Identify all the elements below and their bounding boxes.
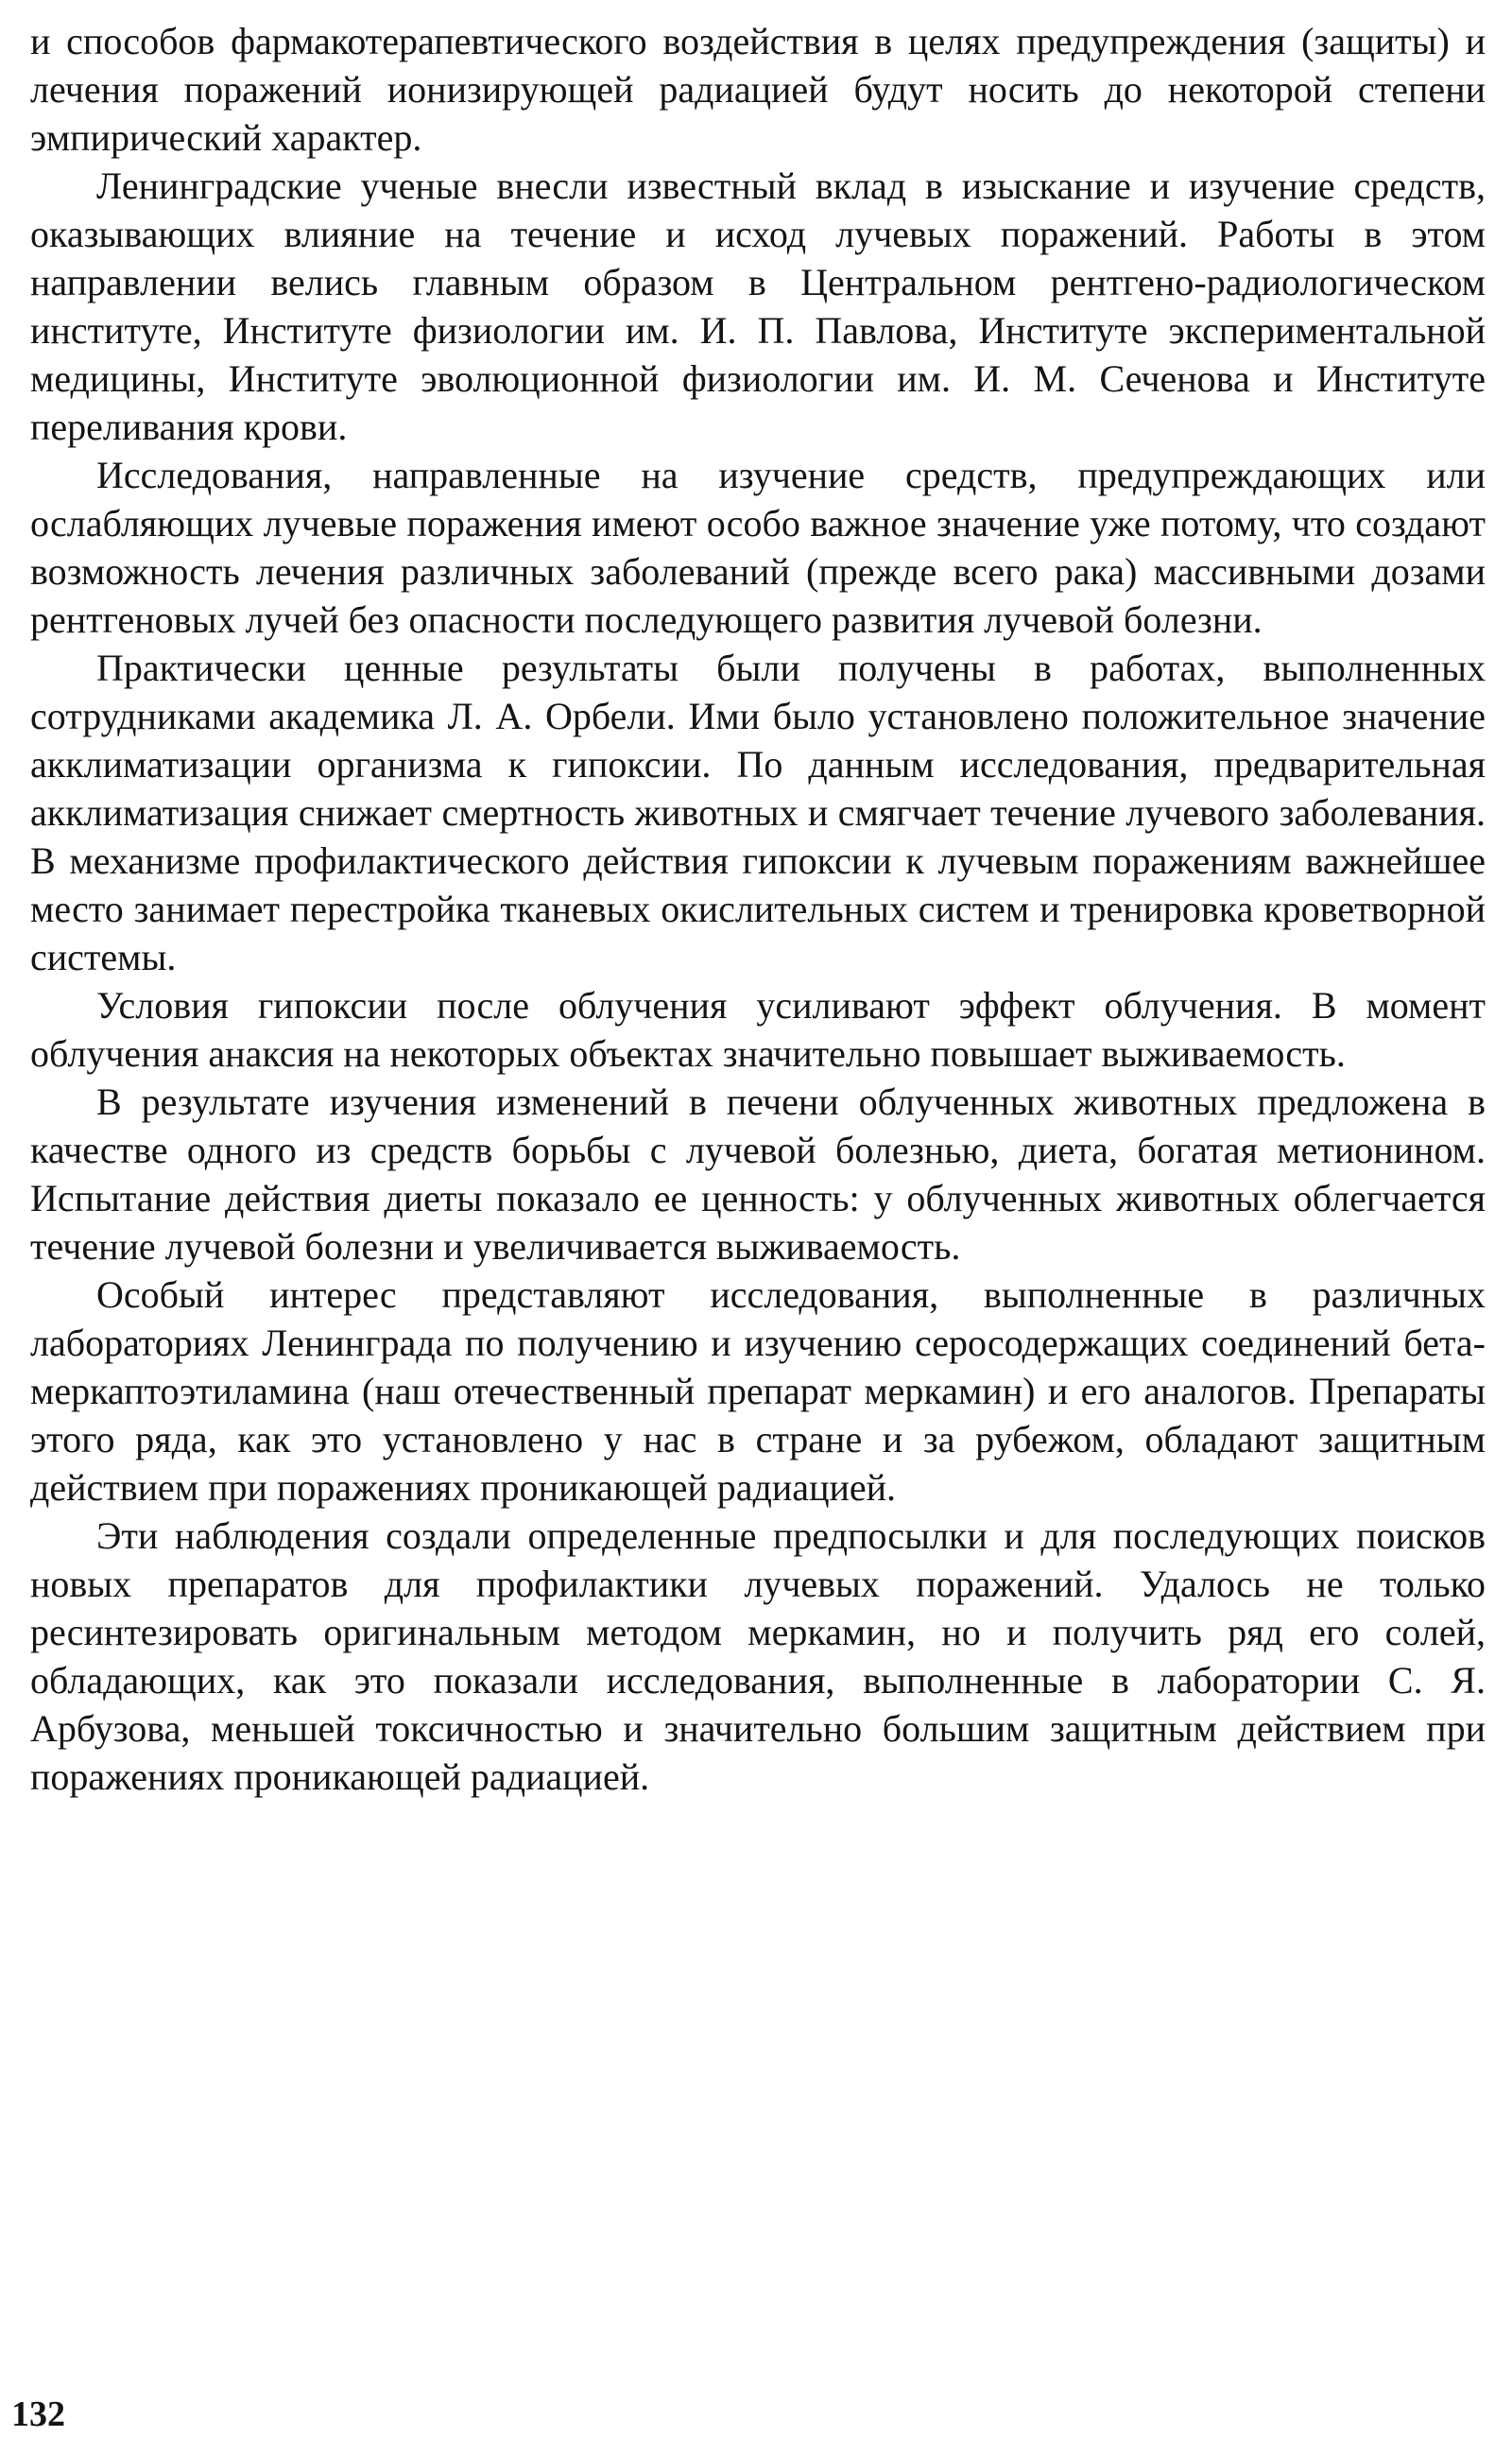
paragraph-hypoxia-conditions: Условия гипоксии после облучения усиливают эффект облучения. В момент облучения анаксия на некоторых объектах значительно повышает выживаемость.: [30, 984, 1486, 1075]
paragraph-research-importance: Исследования, направленные на изучение средств, предупреждающих или ослабляющих лучевые поражения имеют особо важное значение уже потому, что создают возможность лечения различных заболеваний (прежде всего рака) массивными дозами рентгеновых лучей без опасности последующего развития лучевой болезни.: [30, 454, 1486, 641]
paragraph-leningrad-scientists: Ленинградские ученые внесли известный вклад в изыскание и изучение средств, оказывающих влияние на течение и исход лучевых поражений. Работы в этом направлении велись главным образом в Центральном рентгено-радиологическом институте, Институте физиологии им. И. П. Павлова, Институте экспериментальной медицины, Институте эволюционной физиологии им. И. М. Сеченова и Институте переливания крови.: [30, 164, 1486, 448]
paragraph-mercamine-research: Особый интерес представляют исследования, выполненные в различных лабораториях Ленинграда по получению и изучению серосодержащих соединений бета-меркаптоэтиламина (наш отечественный препарат меркамин) и его аналогов. Препараты этого ряда, как это установлено у нас в стране и за рубежом, обладают защитным действием при поражениях проникающей радиацией.: [30, 1273, 1486, 1509]
paragraph-methionine-diet: В результате изучения изменений в печени облученных животных предложена в качестве одного из средств борьбы с лучевой болезнью, диета, богатая метионином. Испытание действия диеты показало ее ценность: у облученных животных облегчается течение лучевой болезни и увеличивается выживаемость.: [30, 1080, 1486, 1268]
paragraph-continuation: и способов фармакотерапевтического воздействия в целях предупреждения (защиты) и лечения поражений ионизирующей радиацией будут носить до некоторой степени эмпирический характер.: [30, 20, 1486, 159]
page-number: 132: [11, 2394, 65, 2434]
paragraph-orbeli-results: Практически ценные результаты были получены в работах, выполненных сотрудниками академика Л. А. Орбели. Ими было установлено положительное значение акклиматизации организма к гипоксии. По данным исследования, предварительная акклиматизация снижает смертность животных и смягчает течение лучевого заболевания. В механизме профилактического действия гипоксии к лучевым поражениям важнейшее место занимает перестройка тканевых окислительных систем и тренировка кроветворной системы.: [30, 647, 1486, 978]
page-text: [30, 17, 1486, 1801]
paragraph-new-preparations: Эти наблюдения создали определенные предпосылки и для последующих поисков новых препаратов для профилактики лучевых поражений. Удалось не только ресинтезировать оригинальным методом меркамин, но и получить ряд его солей, обладающих, как это показали исследования, выполненные в лаборатории С. Я. Арбузова, меньшей токсичностью и значительно большим защитным действием при поражениях проникающей радиацией.: [30, 1514, 1486, 1798]
